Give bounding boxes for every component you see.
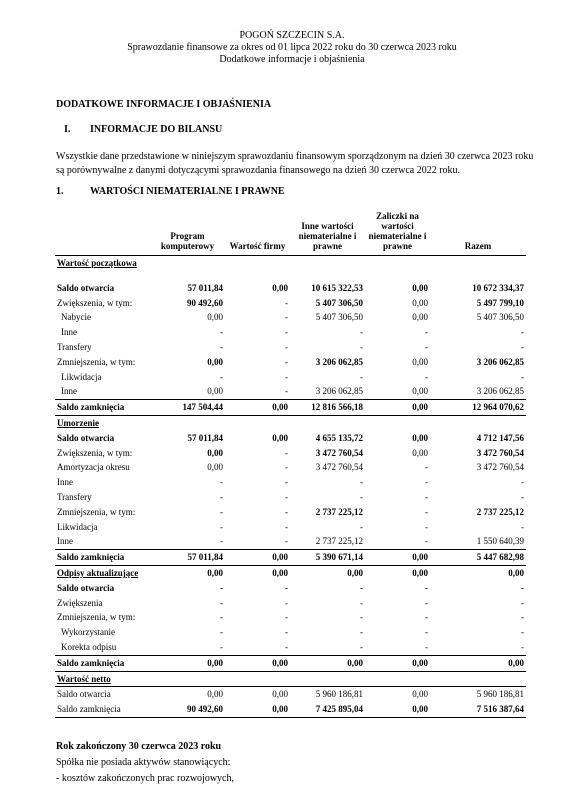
table-row: [55, 446, 526, 461]
table-cell: -: [220, 506, 223, 517]
table-cell: -: [521, 521, 524, 532]
table-cell: 0,00: [365, 550, 430, 566]
table-cell: -: [360, 521, 363, 532]
table-cell: 0,00: [412, 386, 428, 397]
table-row: [55, 281, 526, 296]
table-cell: -: [220, 327, 223, 338]
main-heading: DODATKOWE INFORMACJE I OBJAŚNIENIA: [56, 99, 272, 110]
table-cell: 0,00: [207, 386, 223, 397]
table-cell: 3 472 760,54: [476, 462, 524, 473]
table-cell: [290, 671, 365, 687]
table-cell: 12 816 566,18: [290, 400, 365, 416]
row-label: Likwidacja: [57, 521, 98, 532]
table-cell: 0,00: [150, 687, 225, 702]
table-cell: -: [425, 582, 428, 593]
section-1-title: WARTOŚCI NIEMATERIALNE I PRAWNE: [90, 186, 285, 197]
table-cell: -: [285, 597, 288, 608]
table-cell: -: [360, 491, 363, 502]
table-row: [55, 415, 526, 430]
table-cell: 5 960 186,81: [430, 687, 526, 702]
column-header: Wartość firmy: [225, 205, 290, 256]
row-label: Wykorzystanie: [61, 627, 115, 638]
table-cell: -: [425, 641, 428, 652]
table-row: [55, 581, 526, 596]
row-label: Wartość netto: [57, 673, 111, 684]
table-cell: -: [285, 447, 288, 458]
table-cell: 0,00: [225, 702, 290, 717]
row-label: Zmniejszenia, w tym:: [57, 356, 136, 367]
table-row: [55, 671, 526, 687]
row-label: Amortyzacja okresu: [57, 462, 130, 473]
table-cell: -: [425, 477, 428, 488]
table-cell: -: [285, 536, 288, 547]
table-row: [55, 596, 526, 611]
table-cell: -: [285, 371, 288, 382]
table-cell: -: [425, 506, 428, 517]
table-cell: 0,00: [225, 655, 290, 671]
row-label: Zwiększenia, w tym:: [57, 447, 133, 458]
table-cell: -: [285, 386, 288, 397]
table-cell: -: [285, 641, 288, 652]
table-cell: 0,00: [412, 356, 428, 367]
table-cell: 5 407 306,50: [315, 297, 363, 308]
table-row: [55, 460, 526, 475]
column-header: [55, 205, 150, 256]
table-cell: 2 737 225,12: [315, 536, 363, 547]
table-row: [55, 640, 526, 655]
table-cell: [365, 256, 430, 271]
table-cell: -: [220, 477, 223, 488]
table-cell: -: [220, 371, 223, 382]
table-cell: [225, 271, 290, 281]
table-cell: [150, 415, 225, 430]
table-body: [55, 256, 526, 718]
table-cell: 0,00: [207, 312, 223, 323]
table-cell: -: [521, 582, 524, 593]
table-cell: -: [521, 612, 524, 623]
column-header: Program komputerowy: [150, 205, 225, 256]
table-cell: -: [521, 627, 524, 638]
table-cell: 0,00: [412, 432, 428, 443]
table-cell: -: [285, 312, 288, 323]
table-cell: 0,00: [508, 567, 524, 578]
table-cell: 0,00: [207, 462, 223, 473]
table-cell: -: [360, 371, 363, 382]
table-cell: -: [360, 641, 363, 652]
row-label: Saldo zamknięcia: [55, 702, 150, 717]
table-row: [55, 384, 526, 399]
table-cell: -: [521, 327, 524, 338]
table-cell: -: [285, 491, 288, 502]
table-cell: [365, 271, 430, 281]
table-cell: -: [521, 597, 524, 608]
table-cell: 0,00: [272, 282, 288, 293]
table-cell: [150, 671, 225, 687]
table-cell: [430, 415, 526, 430]
table-cell: -: [360, 327, 363, 338]
table-cell: -: [360, 597, 363, 608]
table-cell: -: [360, 582, 363, 593]
table-cell: 0,00: [412, 282, 428, 293]
table-cell: 10 672 334,37: [472, 282, 524, 293]
table-cell: -: [360, 341, 363, 352]
table-cell: 5 390 671,14: [290, 550, 365, 566]
row-label: Saldo otwarcia: [57, 432, 115, 443]
table-cell: -: [425, 341, 428, 352]
table-cell: -: [285, 356, 288, 367]
table-cell: [430, 271, 526, 281]
table-row: [55, 625, 526, 640]
row-label: Zmniejszenia, w tym:: [57, 506, 136, 517]
table-cell: 0,00: [272, 567, 288, 578]
table-cell: -: [220, 641, 223, 652]
table-cell: -: [425, 597, 428, 608]
table-cell: 3 472 760,54: [315, 447, 363, 458]
table-cell: 1 550 640,39: [476, 536, 524, 547]
row-label: Odpisy aktualizujące: [57, 567, 139, 578]
row-label: Transfery: [57, 491, 92, 502]
report-subtitle: Dodatkowe informacje i objaśnienia: [219, 54, 365, 65]
column-header: Inne wartości niematerialne i prawne: [290, 205, 365, 256]
table-cell: 0,00: [365, 655, 430, 671]
table-cell: 0,00: [412, 447, 428, 458]
table-cell: 3 206 062,85: [315, 356, 363, 367]
table-row: [55, 310, 526, 325]
table-row: [55, 687, 526, 702]
table-cell: -: [360, 627, 363, 638]
row-label: Zwiększenia, w tym:: [57, 297, 133, 308]
table-cell: 0,00: [207, 447, 223, 458]
table-cell: 57 011,84: [187, 282, 223, 293]
table-cell: 0,00: [225, 687, 290, 702]
table-cell: [150, 271, 225, 281]
table-cell: 0,00: [412, 567, 428, 578]
table-cell: -: [285, 582, 288, 593]
table-row: [55, 702, 526, 717]
row-label: Saldo otwarcia: [57, 582, 115, 593]
intro-paragraph: Wszystkie dane przedstawione w niniejszym sprawozdaniu finansowym sporządzonym na dzień 30 czerwca 2023 roku są porównywalne z danymi dotyczącymi sprawozdania finansowego na dzień 30 czerwca 2022 roku.: [56, 151, 534, 176]
report-title: Sprawozdanie finansowe za okres od 01 lipca 2022 roku do 30 czerwca 2023 roku: [127, 42, 457, 53]
table-row: [55, 475, 526, 490]
table-row: [55, 340, 526, 355]
table-cell: -: [285, 297, 288, 308]
table-cell: -: [521, 641, 524, 652]
table-cell: 3 206 062,85: [476, 356, 524, 367]
column-header: Zaliczki na wartości niematerialne i prawne: [365, 205, 430, 256]
table-cell: -: [360, 612, 363, 623]
table-cell: -: [285, 506, 288, 517]
table-row: [55, 505, 526, 520]
table-row: [55, 355, 526, 370]
section-i-number: I.: [64, 124, 71, 135]
table-row: [55, 565, 526, 580]
table-cell: 5 960 186,81: [290, 687, 365, 702]
row-label: Saldo otwarcia: [55, 687, 150, 702]
table-cell: -: [521, 491, 524, 502]
company-name: POGOŃ SZCZECIN S.A.: [239, 30, 345, 41]
table-cell: 0,00: [412, 312, 428, 323]
table-row: [55, 534, 526, 549]
table-row: [55, 325, 526, 340]
column-header: Razem: [430, 205, 526, 256]
section-1-number: 1.: [56, 186, 64, 197]
table-cell: 7 425 895,04: [290, 702, 365, 717]
table-cell: 0,00: [225, 400, 290, 416]
table-cell: [430, 671, 526, 687]
table-row: [55, 256, 526, 271]
table-cell: 3 206 062,85: [315, 386, 363, 397]
table-row: [55, 400, 526, 416]
table-cell: 10 615 322,53: [311, 282, 363, 293]
table-cell: -: [425, 491, 428, 502]
table-cell: -: [220, 582, 223, 593]
row-label: Transfery: [57, 341, 92, 352]
table-cell: [290, 415, 365, 430]
table-cell: [225, 415, 290, 430]
table-cell: -: [285, 341, 288, 352]
table-cell: [365, 671, 430, 687]
table-cell: 90 492,60: [150, 702, 225, 717]
table-row: [55, 610, 526, 625]
table-cell: 0,00: [365, 687, 430, 702]
table-cell: 4 712 147,56: [476, 432, 524, 443]
table-cell: -: [425, 612, 428, 623]
table-cell: [290, 271, 365, 281]
row-label: Zmniejszenia, w tym:: [57, 612, 136, 623]
table-cell: -: [285, 627, 288, 638]
table-row: [55, 370, 526, 385]
row-label: Nabycie: [61, 312, 91, 323]
table-cell: -: [425, 521, 428, 532]
table-row: [55, 431, 526, 446]
footer-line-2: - kosztów zakończonych prac rozwojowych,: [56, 773, 234, 784]
table-cell: [225, 256, 290, 271]
table-cell: -: [285, 477, 288, 488]
table-cell: 5 497 799,10: [476, 297, 524, 308]
table-cell: 0,00: [347, 567, 363, 578]
section-i-title: INFORMACJE DO BILANSU: [90, 124, 223, 135]
table-cell: 0,00: [207, 567, 223, 578]
table-cell: 12 964 070,62: [430, 400, 526, 416]
row-label: Zwiększenia: [57, 597, 103, 608]
table-cell: -: [425, 327, 428, 338]
table-cell: [365, 415, 430, 430]
table-cell: 0,00: [412, 297, 428, 308]
table-cell: [290, 256, 365, 271]
table-row: [55, 655, 526, 671]
table-cell: 0,00: [290, 655, 365, 671]
table-cell: 3 206 062,85: [476, 386, 524, 397]
table-cell: 3 472 760,54: [315, 462, 363, 473]
row-label: Inne: [61, 386, 77, 397]
intangible-assets-table: [55, 205, 526, 718]
row-label: Saldo zamknięcia: [55, 550, 150, 566]
table-cell: [150, 256, 225, 271]
table-cell: -: [425, 627, 428, 638]
row-label: Wartość początkowa: [57, 258, 137, 268]
table-cell: 0,00: [365, 702, 430, 717]
table-cell: -: [220, 491, 223, 502]
row-label: Likwidacja: [61, 371, 102, 382]
table-cell: 57 011,84: [150, 550, 225, 566]
table-cell: 0,00: [272, 432, 288, 443]
table-cell: -: [285, 327, 288, 338]
row-label: Saldo otwarcia: [57, 282, 115, 293]
row-label: Saldo zamknięcia: [55, 655, 150, 671]
table-cell: 57 011,84: [187, 432, 223, 443]
table-row: [55, 271, 526, 281]
table-cell: [430, 256, 526, 271]
table-cell: 90 492,60: [187, 297, 223, 308]
table-cell: 147 504,44: [150, 400, 225, 416]
table-row: [55, 520, 526, 535]
table-header-row: [55, 205, 526, 256]
table-cell: 0,00: [430, 655, 526, 671]
table-cell: -: [220, 536, 223, 547]
row-label: [55, 271, 150, 281]
row-label: Inne: [57, 536, 73, 547]
table-row: [55, 490, 526, 505]
row-label: Korekta odpisu: [61, 641, 117, 652]
table-cell: 5 407 306,50: [315, 312, 363, 323]
table-cell: -: [220, 612, 223, 623]
table-cell: -: [285, 612, 288, 623]
table-cell: 0,00: [150, 655, 225, 671]
table-row: [55, 550, 526, 566]
table-cell: 0,00: [207, 356, 223, 367]
table-cell: -: [521, 371, 524, 382]
table-cell: 0,00: [365, 400, 430, 416]
table-cell: 7 516 387,64: [430, 702, 526, 717]
table-cell: -: [425, 536, 428, 547]
table-cell: 5 447 682,98: [430, 550, 526, 566]
table-cell: -: [285, 462, 288, 473]
table-cell: -: [220, 627, 223, 638]
table-cell: 4 655 135,72: [315, 432, 363, 443]
row-label: Inne: [57, 477, 73, 488]
footer-line-1: Spółka nie posiada aktywów stanowiących:: [56, 757, 231, 768]
row-label: Inne: [61, 327, 77, 338]
table-cell: -: [425, 371, 428, 382]
table-cell: 3 472 760,54: [476, 447, 524, 458]
row-label: Umorzenie: [57, 417, 99, 428]
table-cell: -: [360, 477, 363, 488]
table-cell: 5 407 306,50: [476, 312, 524, 323]
table-row: [55, 296, 526, 311]
table-cell: -: [521, 341, 524, 352]
footer-heading: Rok zakończony 30 czerwca 2023 roku: [56, 741, 222, 752]
row-label: Saldo zamknięcia: [55, 400, 150, 416]
document-header: [0, 30, 584, 66]
table-cell: -: [425, 462, 428, 473]
table-cell: 2 737 225,12: [476, 506, 524, 517]
table-cell: [225, 671, 290, 687]
table-cell: 0,00: [225, 550, 290, 566]
table-cell: -: [220, 341, 223, 352]
table-cell: -: [220, 597, 223, 608]
table-cell: -: [220, 521, 223, 532]
table-cell: -: [521, 477, 524, 488]
table-cell: -: [285, 521, 288, 532]
table-cell: 2 737 225,12: [315, 506, 363, 517]
